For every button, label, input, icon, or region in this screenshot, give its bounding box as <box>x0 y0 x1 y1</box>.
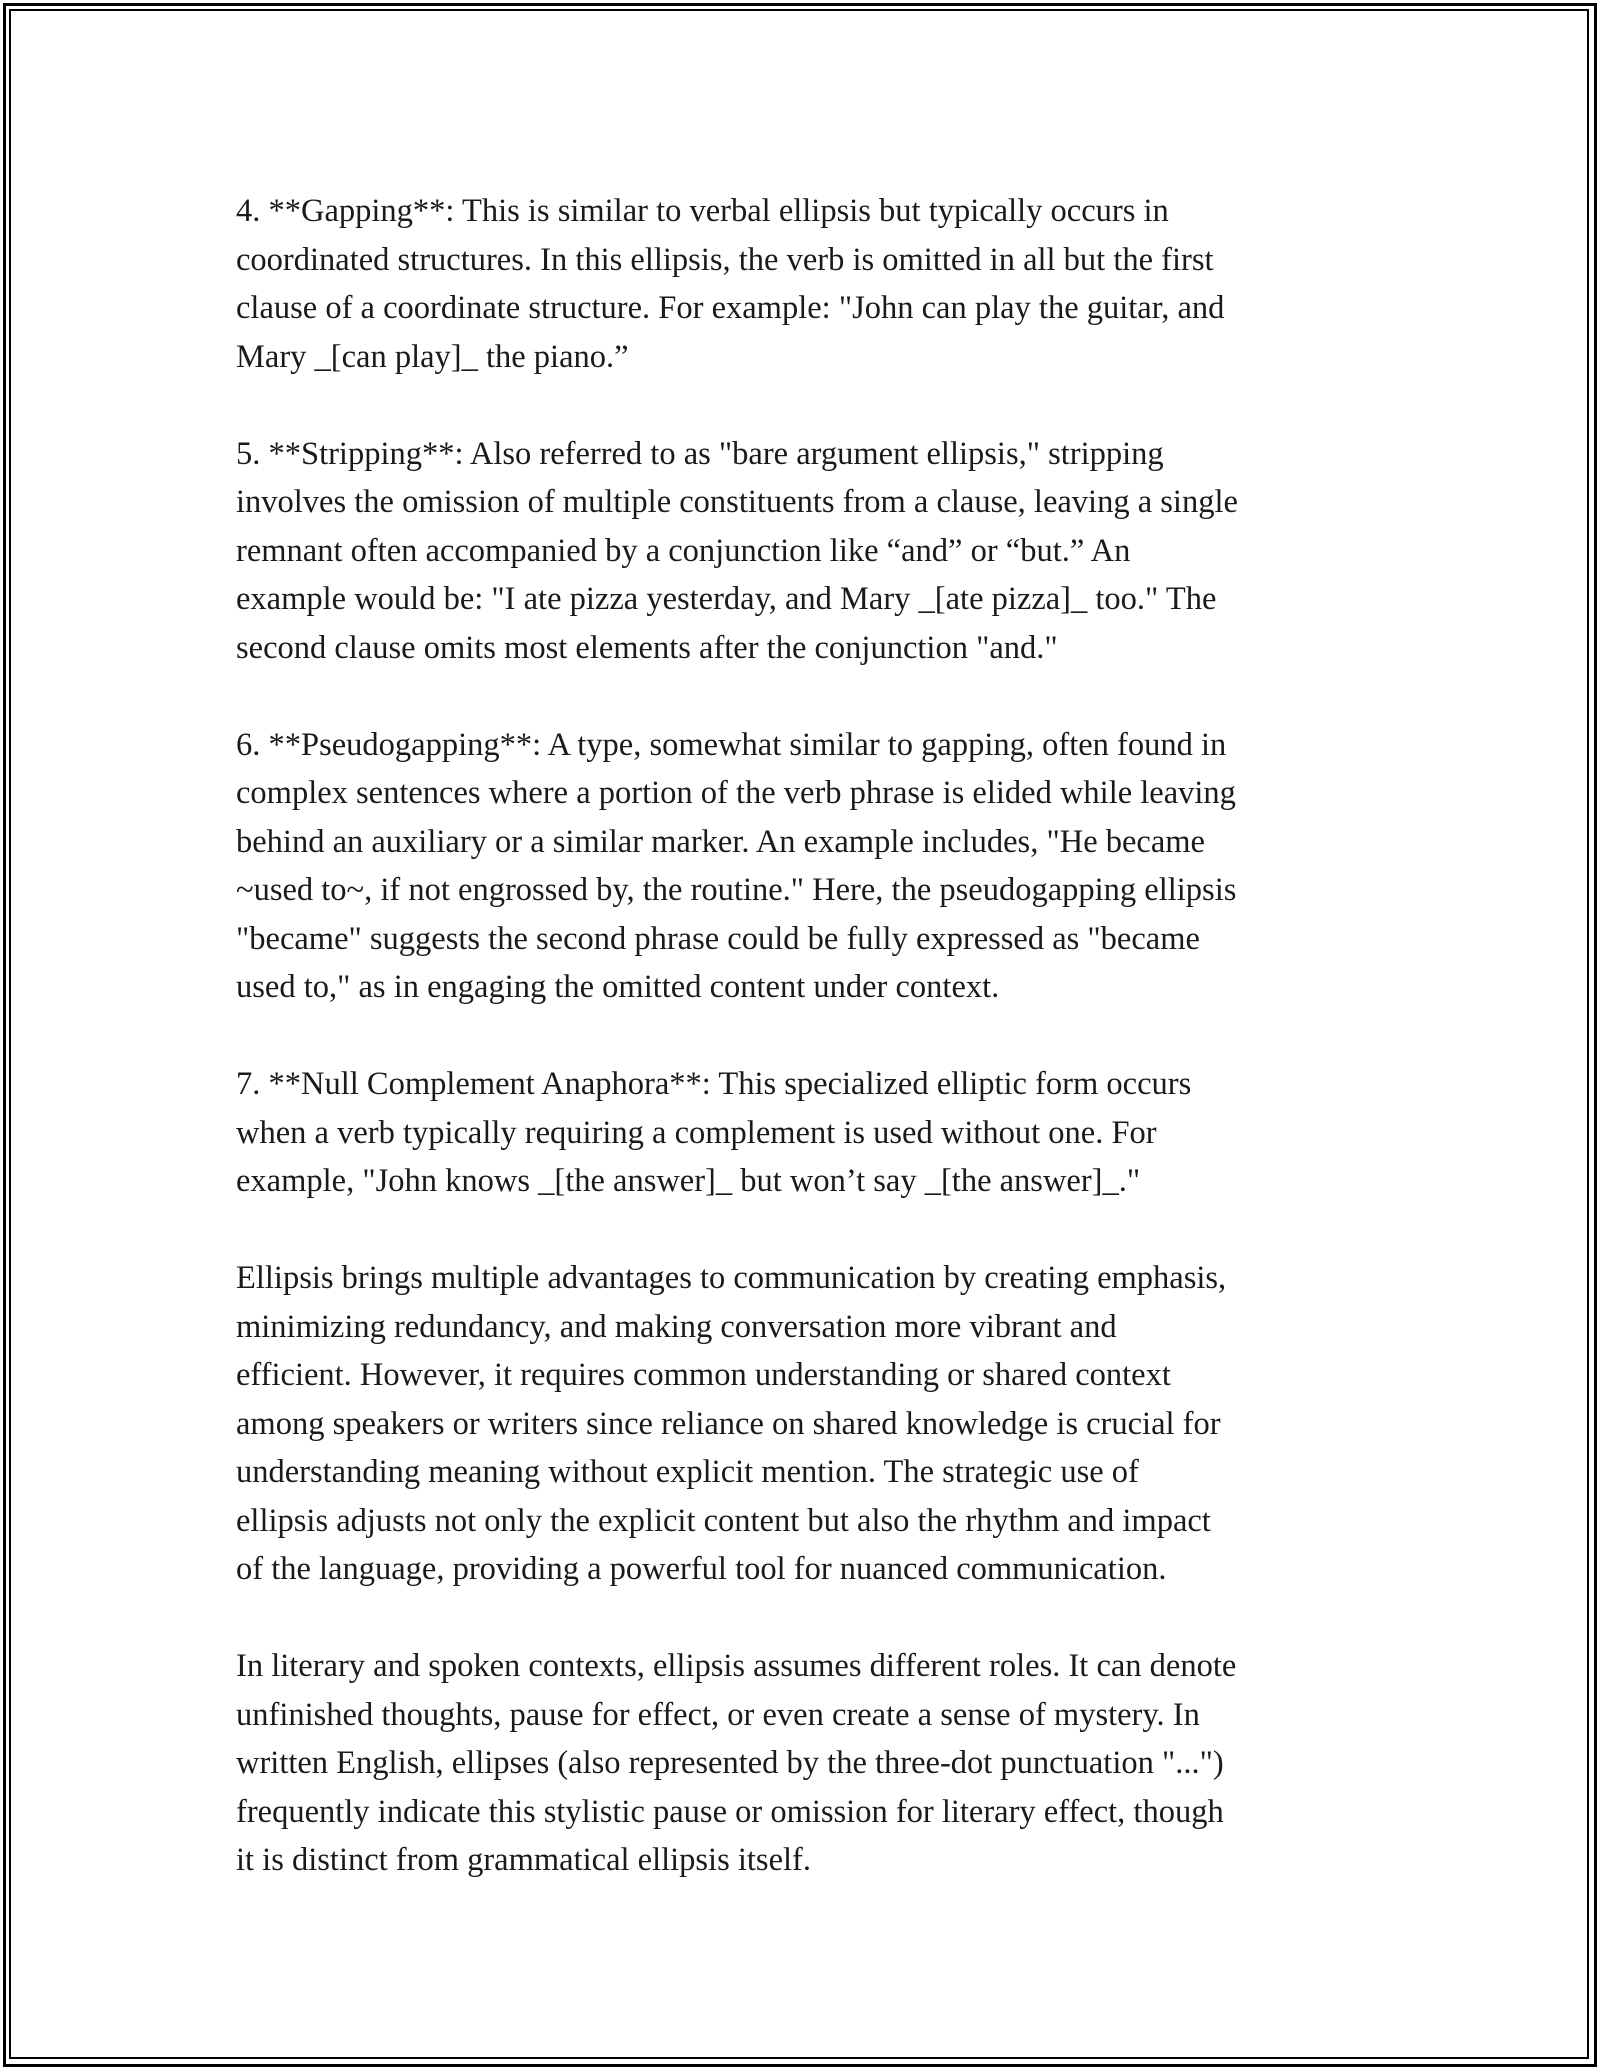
text-line: 4. **Gapping**: This is similar to verbal ellipsis but typically occurs in <box>236 193 1169 229</box>
text-line: 5. **Stripping**: Also referred to as "bare argument ellipsis," stripping <box>236 435 1164 472</box>
text-line: when a verb typically requiring a complement is used without one. For <box>236 1114 1157 1151</box>
text-line: coordinated structures. In this ellipsis, the verb is omitted in all but the first <box>236 241 1214 278</box>
text-line: remnant often accompanied by a conjunction like “and” or “but.” An <box>236 532 1131 569</box>
paragraph-advantages <box>236 1254 1386 1594</box>
text-line: complex sentences where a portion of the verb phrase is elided while leaving <box>236 775 1236 811</box>
text-line: unfinished thoughts, pause for effect, or even create a sense of mystery. In <box>236 1696 1200 1733</box>
text-line: example, "John knows _[the answer]_ but won’t say _[the answer]_." <box>236 1163 1141 1199</box>
text-line: minimizing redundancy, and making conversation more vibrant and <box>236 1308 1117 1345</box>
text-line: written English, ellipses (also represented by the three-dot punctuation "...") <box>236 1745 1224 1781</box>
paragraph-pseudogapping <box>236 721 1386 1012</box>
text-line: 6. **Pseudogapping**: A type, somewhat similar to gapping, often found in <box>236 726 1227 763</box>
text-line: clause of a coordinate structure. For example: "John can play the guitar, and <box>236 290 1225 326</box>
document-body <box>236 187 1386 1933</box>
text-line: ~used to~, if not engrossed by, the routine." Here, the pseudogapping ellipsis <box>236 872 1237 908</box>
text-line: frequently indicate this stylistic pause or omission for literary effect, though <box>236 1793 1224 1830</box>
text-line: efficient. However, it requires common understanding or shared context <box>236 1357 1171 1393</box>
text-line: In literary and spoken contexts, ellipsis assumes different roles. It can denote <box>236 1648 1237 1684</box>
text-line: involves the omission of multiple constituents from a clause, leaving a single <box>236 484 1238 520</box>
text-line: ellipsis adjusts not only the explicit content but also the rhythm and impact <box>236 1502 1211 1539</box>
text-line: example would be: "I ate pizza yesterday, and Mary _[ate pizza]_ too." The <box>236 581 1217 617</box>
text-line: 7. **Null Complement Anaphora**: This specialized elliptic form occurs <box>236 1066 1192 1102</box>
paragraph-literary-contexts <box>236 1642 1386 1885</box>
text-line: "became" suggests the second phrase could be fully expressed as "became <box>236 920 1200 957</box>
text-line: of the language, providing a powerful tool for nuanced communication. <box>236 1551 1167 1587</box>
text-line: behind an auxiliary or a similar marker. An example includes, "He became <box>236 823 1205 860</box>
paragraph-stripping <box>236 430 1386 673</box>
text-line: used to," as in engaging the omitted content under context. <box>236 969 1000 1005</box>
text-line: it is distinct from grammatical ellipsis itself. <box>236 1842 811 1878</box>
text-line: second clause omits most elements after the conjunction "and." <box>236 629 1058 666</box>
text-line: understanding meaning without explicit mention. The strategic use of <box>236 1454 1139 1490</box>
paragraph-gapping <box>236 187 1386 381</box>
text-line: Mary _[can play]_ the piano.” <box>236 338 629 375</box>
text-line: Ellipsis brings multiple advantages to communication by creating emphasis, <box>236 1260 1227 1296</box>
text-line: among speakers or writers since reliance on shared knowledge is crucial for <box>236 1405 1221 1442</box>
paragraph-null-complement-anaphora <box>236 1060 1386 1206</box>
